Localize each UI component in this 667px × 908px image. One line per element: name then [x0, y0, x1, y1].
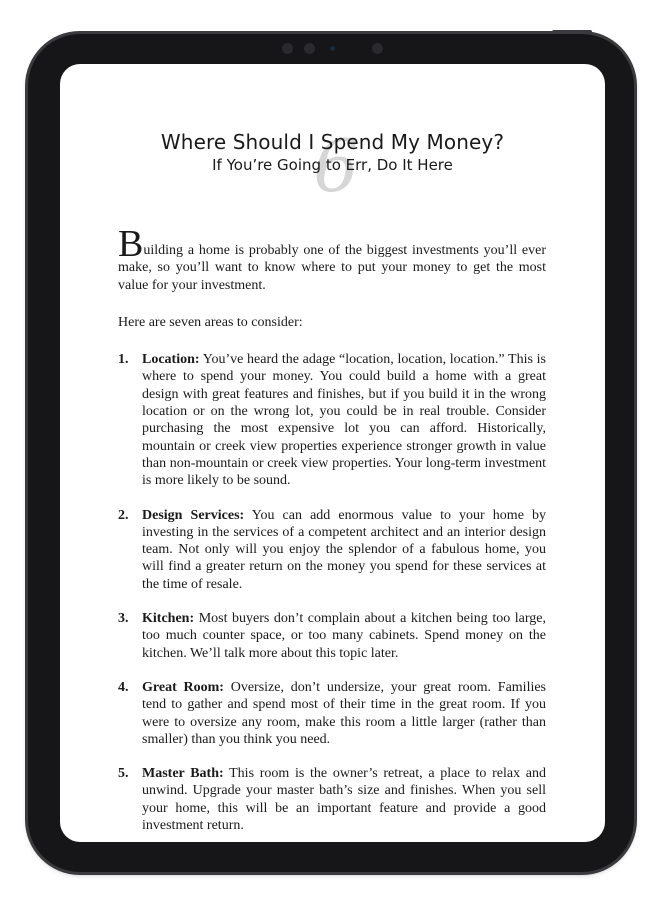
list-item-number: 2. [118, 507, 129, 523]
list-item-heading: Great Room: [142, 679, 224, 695]
list-item-text: Most buyers don’t complain about a kitchen being too large, too much counter space, or too many cabinets. Spend money on the kitchen. We’ll talk more about this topic later. [142, 611, 547, 661]
list-item-number: 5. [118, 766, 129, 782]
list-item [118, 610, 546, 662]
sensor-icon [372, 43, 383, 54]
list-item-text: This room is the owner’s retreat, a place to relax and unwind. Upgrade your master bath’s size and finishes. When you sell your home, this will be an important feature and provide a good investment return. [142, 766, 546, 834]
list-item-heading: Master Bath: [142, 766, 224, 782]
list-item-text: Oversize, don’t undersize, your great room. Families tend to gather and spend most of their time in the great room. If you were to oversize any room, make this room a little larger (rather than smaller) than you think you need. [142, 679, 547, 747]
chapter-number: 6 [313, 124, 359, 208]
intro-text: uilding a home is probably one of the biggest investments you’ll ever make, so you’ll want to know where to put your money to get the most value for your investment. [118, 243, 546, 293]
list-item-number: 1. [118, 352, 129, 368]
sensor-icon [282, 43, 293, 54]
page-body [118, 223, 547, 842]
list-item-text: You can add enormous value to your home by investing in the services of a competent architect and an interior design team. Not only will you enjoy the splendor of a fabulous home, you will find a greater return on the money you spend for these services at the time of resale. [142, 507, 547, 592]
intro-paragraph [118, 223, 546, 294]
list-item-number: 3. [118, 611, 129, 627]
screen[interactable] [60, 64, 605, 842]
list-item [118, 765, 546, 834]
list-item-text: You’ve heard the adage “location, location, location.” This is where to spend your money. You could build a home with a great design with great features and finishes, but if you build it in the wrong location or on the wrong lot, you could be in real trouble. Consider purchasing the most expensive lot you can afford. Historically, mountain or creek view properties experience stronger growth in value than non-mountain or creek view properties. Your long-term investment is more likely to be sound. [142, 352, 546, 489]
areas-list [118, 351, 546, 834]
list-item-heading: Location: [142, 352, 200, 368]
list-item-number: 4. [118, 679, 129, 695]
sensor-icon [304, 43, 315, 54]
chapter-title: Where Should I Spend My Money? [160, 130, 505, 154]
list-item [118, 351, 546, 489]
lead-paragraph: Here are seven areas to consider: [118, 314, 303, 330]
chapter-subtitle: If You’re Going to Err, Do It Here [212, 156, 453, 174]
drop-cap: B [118, 223, 144, 265]
list-item [118, 507, 546, 593]
list-item-heading: Design Services: [142, 507, 245, 523]
list-item [118, 679, 546, 748]
camera-bar [282, 41, 386, 57]
list-item-heading: Kitchen: [142, 611, 195, 627]
camera-lens-icon [330, 46, 335, 51]
